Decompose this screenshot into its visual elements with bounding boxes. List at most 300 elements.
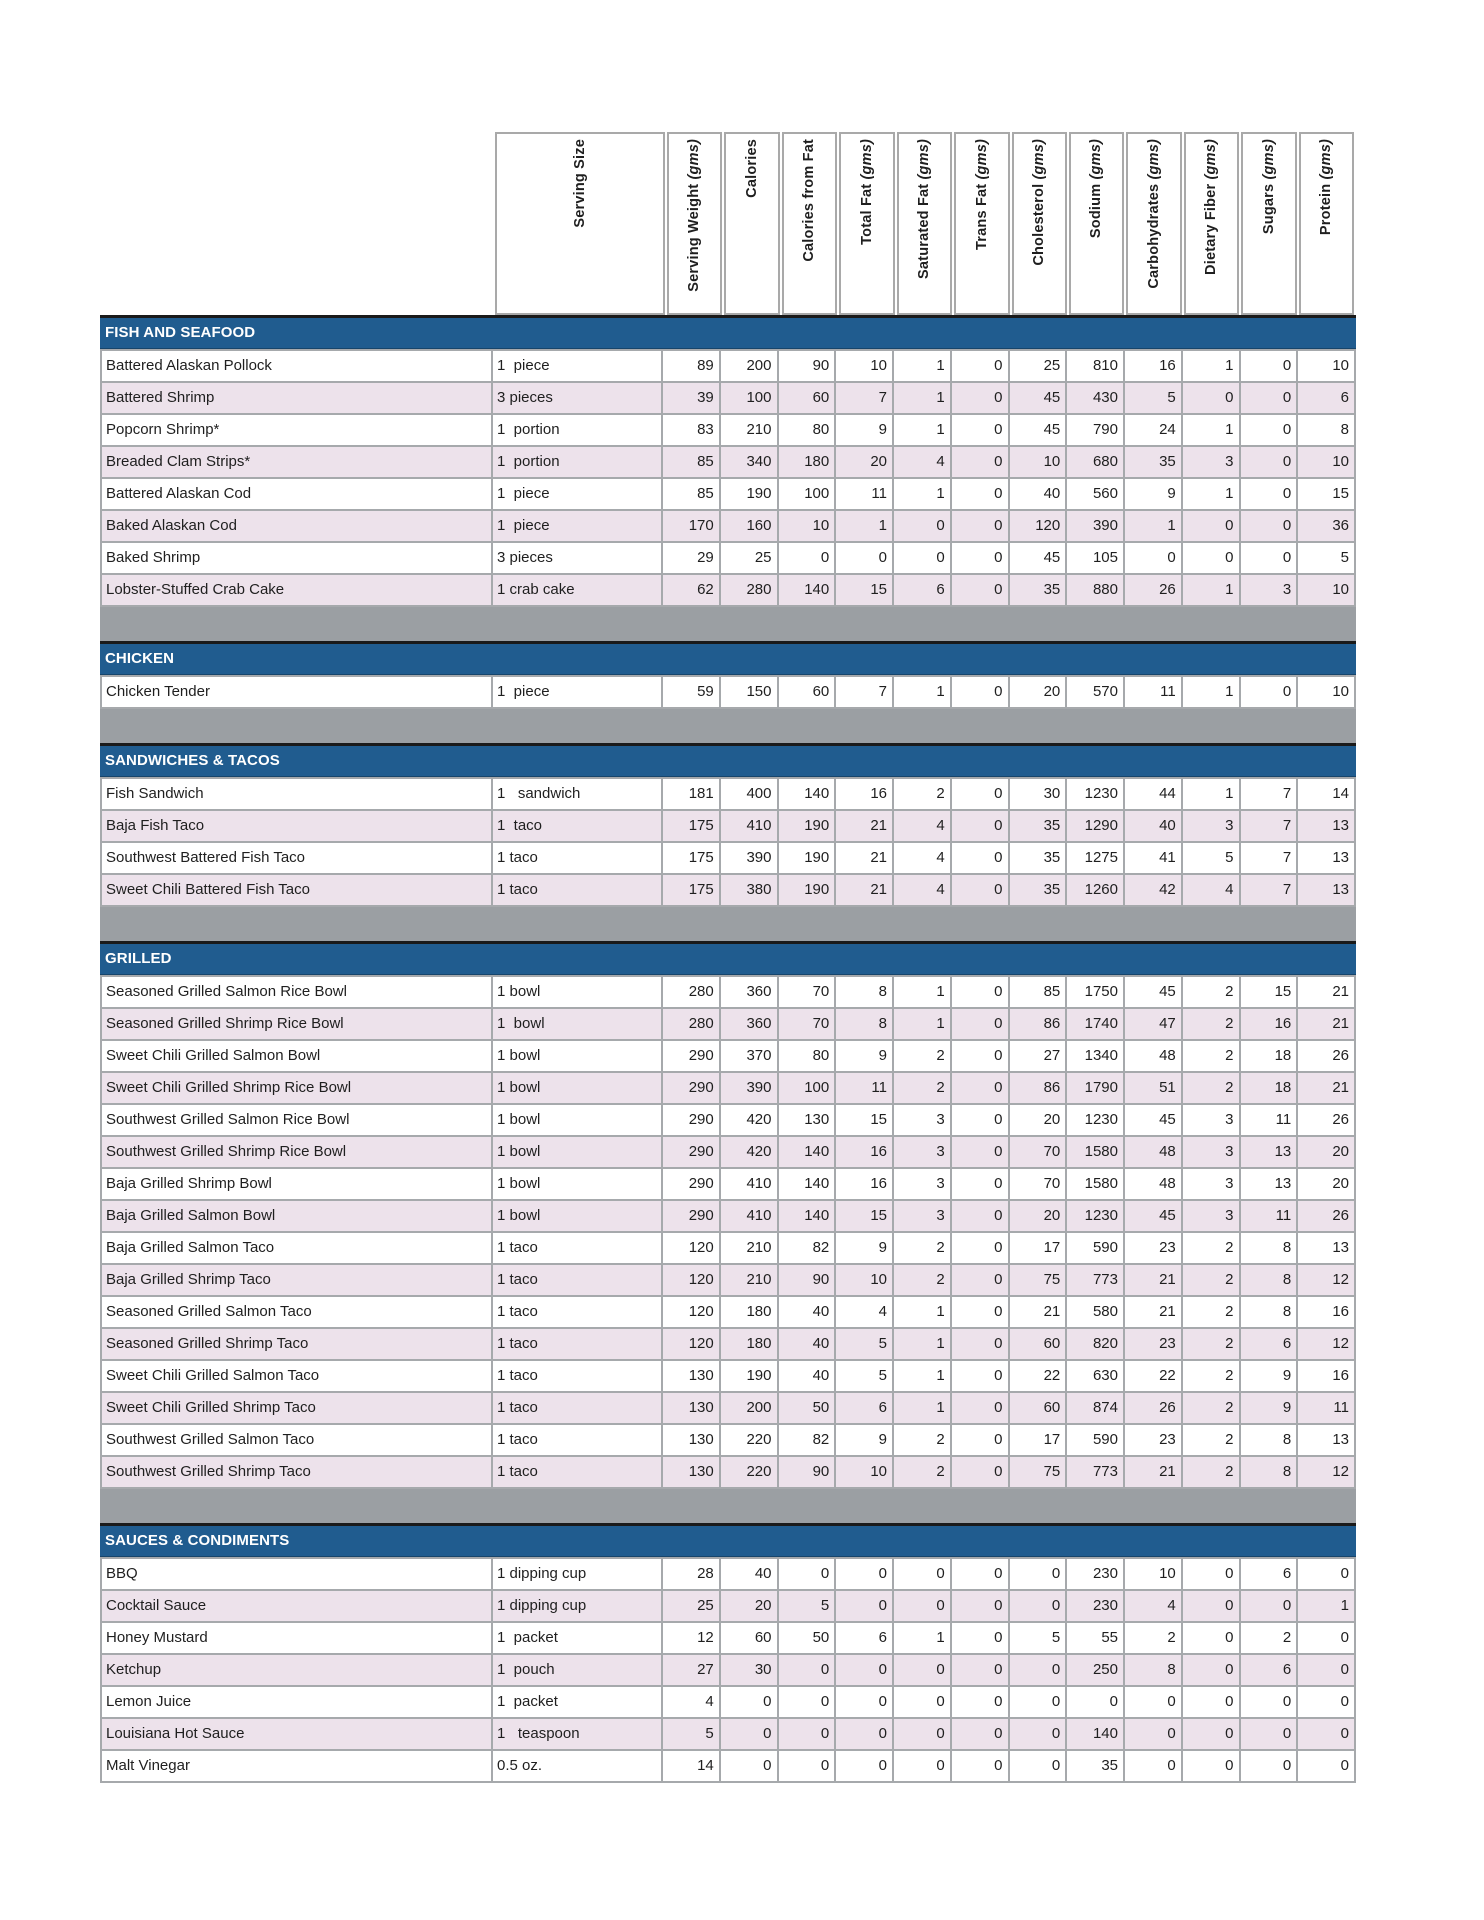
value-cell: 0	[721, 1687, 777, 1717]
value-cell: 10	[1298, 575, 1354, 605]
section-rows	[100, 1557, 1356, 1783]
value-cell: 16	[1298, 1361, 1354, 1391]
value-cell: 0	[1183, 383, 1239, 413]
value-cell: 1	[894, 1297, 950, 1327]
value-cell: 0	[952, 1719, 1008, 1749]
value-cell: 70	[1010, 1169, 1066, 1199]
serving-size-cell: 1 crab cake	[493, 575, 661, 605]
value-cell: 7	[836, 677, 892, 707]
column-header-label: Serving Weight (gms)	[686, 139, 703, 292]
item-name-cell: Lemon Juice	[102, 1687, 491, 1717]
value-cell: 1	[1183, 575, 1239, 605]
value-cell: 1260	[1067, 875, 1123, 905]
value-cell: 290	[663, 1169, 719, 1199]
value-cell: 15	[836, 1201, 892, 1231]
value-cell: 0	[1241, 677, 1297, 707]
value-cell: 1	[894, 1623, 950, 1653]
serving-size-cell: 1 bowl	[493, 1073, 661, 1103]
serving-size-cell: 1 piece	[493, 351, 661, 381]
value-cell: 4	[894, 811, 950, 841]
value-cell: 45	[1125, 977, 1181, 1007]
value-cell: 105	[1067, 543, 1123, 573]
value-cell: 0	[1298, 1559, 1354, 1589]
value-cell: 400	[721, 779, 777, 809]
value-cell: 3	[894, 1137, 950, 1167]
value-cell: 0	[952, 1393, 1008, 1423]
value-cell: 3	[1241, 575, 1297, 605]
value-cell: 7	[1241, 843, 1297, 873]
value-cell: 0	[1183, 1719, 1239, 1749]
value-cell: 3	[1183, 1201, 1239, 1231]
section-spacer	[100, 1489, 1356, 1523]
column-header-sugars	[1241, 132, 1296, 315]
column-header-protein	[1299, 132, 1354, 315]
value-cell: 0	[1010, 1559, 1066, 1589]
value-cell: 0	[1298, 1623, 1354, 1653]
value-cell: 150	[721, 677, 777, 707]
item-name-cell: Seasoned Grilled Shrimp Rice Bowl	[102, 1009, 491, 1039]
value-cell: 40	[721, 1559, 777, 1589]
value-cell: 0	[1010, 1655, 1066, 1685]
value-cell: 190	[779, 875, 835, 905]
table-row	[102, 543, 1354, 573]
value-cell: 14	[1298, 779, 1354, 809]
value-cell: 210	[721, 1233, 777, 1263]
column-header-label: Cholesterol (gms)	[1030, 139, 1047, 266]
value-cell: 160	[721, 511, 777, 541]
value-cell: 290	[663, 1105, 719, 1135]
item-name-cell: BBQ	[102, 1559, 491, 1589]
serving-size-cell: 1 pouch	[493, 1655, 661, 1685]
value-cell: 0	[1010, 1591, 1066, 1621]
value-cell: 0	[952, 1655, 1008, 1685]
value-cell: 21	[1298, 977, 1354, 1007]
table-row	[102, 575, 1354, 605]
value-cell: 3	[894, 1201, 950, 1231]
value-cell: 29	[663, 543, 719, 573]
value-cell: 20	[1298, 1169, 1354, 1199]
value-cell: 0	[836, 1751, 892, 1781]
value-cell: 420	[721, 1105, 777, 1135]
value-cell: 13	[1298, 1233, 1354, 1263]
value-cell: 2	[1183, 1265, 1239, 1295]
value-cell: 11	[1298, 1393, 1354, 1423]
value-cell: 0	[1010, 1751, 1066, 1781]
value-cell: 18	[1241, 1041, 1297, 1071]
value-cell: 0	[952, 1623, 1008, 1653]
value-cell: 4	[1183, 875, 1239, 905]
value-cell: 0	[1298, 1751, 1354, 1781]
value-cell: 390	[721, 843, 777, 873]
value-cell: 0	[952, 1457, 1008, 1487]
serving-size-cell: 0.5 oz.	[493, 1751, 661, 1781]
value-cell: 190	[721, 479, 777, 509]
value-cell: 140	[1067, 1719, 1123, 1749]
item-name-cell: Seasoned Grilled Shrimp Taco	[102, 1329, 491, 1359]
value-cell: 6	[1241, 1329, 1297, 1359]
value-cell: 26	[1298, 1105, 1354, 1135]
value-cell: 28	[663, 1559, 719, 1589]
value-cell: 8	[1298, 415, 1354, 445]
serving-size-cell: 1 taco	[493, 1361, 661, 1391]
value-cell: 180	[779, 447, 835, 477]
value-cell: 0	[1298, 1655, 1354, 1685]
table-row	[102, 1329, 1354, 1359]
item-name-cell: Baja Grilled Salmon Taco	[102, 1233, 491, 1263]
value-cell: 0	[952, 1425, 1008, 1455]
value-cell: 290	[663, 1073, 719, 1103]
serving-size-cell: 1 dipping cup	[493, 1559, 661, 1589]
item-name-column-header-blank	[102, 132, 493, 315]
value-cell: 0	[894, 1655, 950, 1685]
serving-size-cell: 1 taco	[493, 1329, 661, 1359]
value-cell: 85	[663, 479, 719, 509]
item-name-cell: Popcorn Shrimp*	[102, 415, 491, 445]
value-cell: 0	[779, 1655, 835, 1685]
table-row	[102, 1559, 1354, 1589]
value-cell: 62	[663, 575, 719, 605]
value-cell: 90	[779, 1457, 835, 1487]
value-cell: 11	[1241, 1105, 1297, 1135]
value-cell: 360	[721, 977, 777, 1007]
value-cell: 0	[836, 1655, 892, 1685]
value-cell: 6	[894, 575, 950, 605]
value-cell: 430	[1067, 383, 1123, 413]
column-header-label: Carbohydrates (gms)	[1145, 139, 1162, 289]
value-cell: 0	[1241, 1719, 1297, 1749]
value-cell: 45	[1125, 1105, 1181, 1135]
serving-size-cell: 1 bowl	[493, 977, 661, 1007]
value-cell: 85	[663, 447, 719, 477]
value-cell: 0	[952, 447, 1008, 477]
value-cell: 4	[836, 1297, 892, 1327]
value-cell: 100	[779, 1073, 835, 1103]
item-name-cell: Southwest Grilled Shrimp Rice Bowl	[102, 1137, 491, 1167]
value-cell: 180	[721, 1297, 777, 1327]
value-cell: 60	[721, 1623, 777, 1653]
value-cell: 773	[1067, 1457, 1123, 1487]
value-cell: 1	[894, 977, 950, 1007]
table-row	[102, 843, 1354, 873]
column-header-label: Saturated Fat (gms)	[916, 139, 933, 279]
serving-size-cell: 1 teaspoon	[493, 1719, 661, 1749]
column-header-label: Protein (gms)	[1318, 139, 1335, 236]
item-name-cell: Southwest Grilled Salmon Rice Bowl	[102, 1105, 491, 1135]
value-cell: 0	[952, 1201, 1008, 1231]
value-cell: 20	[1298, 1137, 1354, 1167]
value-cell: 0	[1241, 447, 1297, 477]
item-name-cell: Baked Shrimp	[102, 543, 491, 573]
table-row	[102, 511, 1354, 541]
value-cell: 70	[779, 1009, 835, 1039]
table-row	[102, 1393, 1354, 1423]
item-name-cell: Sweet Chili Grilled Salmon Bowl	[102, 1041, 491, 1071]
value-cell: 0	[894, 1559, 950, 1589]
value-cell: 0	[952, 1105, 1008, 1135]
value-cell: 210	[721, 1265, 777, 1295]
value-cell: 26	[1298, 1201, 1354, 1231]
value-cell: 3	[1183, 1137, 1239, 1167]
value-cell: 51	[1125, 1073, 1181, 1103]
column-header-serving-size	[495, 132, 665, 315]
value-cell: 23	[1125, 1425, 1181, 1455]
table-row	[102, 1687, 1354, 1717]
value-cell: 0	[952, 843, 1008, 873]
value-cell: 680	[1067, 447, 1123, 477]
column-header-sodium	[1069, 132, 1124, 315]
column-header-label: Serving Size	[571, 139, 588, 228]
value-cell: 16	[1125, 351, 1181, 381]
table-row	[102, 1137, 1354, 1167]
value-cell: 21	[836, 811, 892, 841]
value-cell: 13	[1298, 843, 1354, 873]
value-cell: 0	[952, 1591, 1008, 1621]
menu-section	[100, 641, 1356, 709]
value-cell: 4	[894, 875, 950, 905]
value-cell: 560	[1067, 479, 1123, 509]
table-row	[102, 1233, 1354, 1263]
value-cell: 16	[836, 1137, 892, 1167]
value-cell: 60	[1010, 1329, 1066, 1359]
value-cell: 15	[836, 575, 892, 605]
serving-size-cell: 1 piece	[493, 677, 661, 707]
item-name-cell: Seasoned Grilled Salmon Taco	[102, 1297, 491, 1327]
value-cell: 2	[1183, 1361, 1239, 1391]
value-cell: 2	[1183, 1329, 1239, 1359]
value-cell: 340	[721, 447, 777, 477]
value-cell: 0	[1241, 543, 1297, 573]
value-cell: 0	[952, 511, 1008, 541]
value-cell: 8	[1241, 1265, 1297, 1295]
value-cell: 11	[1241, 1201, 1297, 1231]
table-row	[102, 1073, 1354, 1103]
table-row	[102, 1425, 1354, 1455]
value-cell: 180	[721, 1329, 777, 1359]
value-cell: 1	[1183, 479, 1239, 509]
value-cell: 3	[1183, 447, 1239, 477]
value-cell: 27	[663, 1655, 719, 1685]
item-name-cell: Baja Grilled Shrimp Bowl	[102, 1169, 491, 1199]
column-header-row	[100, 132, 1356, 315]
value-cell: 120	[1010, 511, 1066, 541]
value-cell: 790	[1067, 415, 1123, 445]
table-row	[102, 1105, 1354, 1135]
value-cell: 2	[1183, 1457, 1239, 1487]
value-cell: 42	[1125, 875, 1181, 905]
value-cell: 0	[952, 779, 1008, 809]
value-cell: 0	[952, 1137, 1008, 1167]
value-cell: 13	[1241, 1169, 1297, 1199]
value-cell: 10	[1298, 351, 1354, 381]
value-cell: 0	[952, 1687, 1008, 1717]
section-header-grilled: GRILLED	[100, 941, 1356, 975]
value-cell: 190	[779, 843, 835, 873]
table-row	[102, 677, 1354, 707]
value-cell: 2	[1183, 1393, 1239, 1423]
value-cell: 17	[1010, 1425, 1066, 1455]
section-header-fish-and-seafood: FISH AND SEAFOOD	[100, 315, 1356, 349]
value-cell: 6	[1298, 383, 1354, 413]
section-rows	[100, 349, 1356, 607]
value-cell: 1	[894, 351, 950, 381]
table-row	[102, 1297, 1354, 1327]
value-cell: 181	[663, 779, 719, 809]
item-name-cell: Chicken Tender	[102, 677, 491, 707]
serving-size-cell: 1 taco	[493, 875, 661, 905]
value-cell: 0	[952, 1297, 1008, 1327]
value-cell: 1	[894, 383, 950, 413]
value-cell: 0	[952, 1009, 1008, 1039]
value-cell: 0	[952, 1559, 1008, 1589]
item-name-cell: Southwest Grilled Salmon Taco	[102, 1425, 491, 1455]
value-cell: 7	[836, 383, 892, 413]
value-cell: 1	[894, 1361, 950, 1391]
value-cell: 13	[1298, 811, 1354, 841]
value-cell: 1	[1183, 779, 1239, 809]
column-header-label: Trans Fat (gms)	[973, 139, 990, 250]
value-cell: 1	[894, 677, 950, 707]
value-cell: 60	[1010, 1393, 1066, 1423]
value-cell: 20	[1010, 1201, 1066, 1231]
value-cell: 410	[721, 1169, 777, 1199]
value-cell: 89	[663, 351, 719, 381]
value-cell: 0	[952, 1041, 1008, 1071]
serving-size-cell: 1 taco	[493, 1457, 661, 1487]
value-cell: 10	[1298, 447, 1354, 477]
value-cell: 21	[1298, 1009, 1354, 1039]
value-cell: 48	[1125, 1041, 1181, 1071]
value-cell: 0	[1298, 1719, 1354, 1749]
table-row	[102, 351, 1354, 381]
value-cell: 4	[663, 1687, 719, 1717]
value-cell: 17	[1010, 1233, 1066, 1263]
value-cell: 50	[779, 1393, 835, 1423]
section-rows	[100, 975, 1356, 1489]
value-cell: 280	[663, 977, 719, 1007]
value-cell: 5	[1125, 383, 1181, 413]
value-cell: 13	[1241, 1137, 1297, 1167]
value-cell: 0	[1183, 1655, 1239, 1685]
serving-size-cell: 1 portion	[493, 447, 661, 477]
value-cell: 0	[952, 543, 1008, 573]
serving-size-cell: 1 bowl	[493, 1201, 661, 1231]
value-cell: 140	[779, 1169, 835, 1199]
value-cell: 9	[836, 1425, 892, 1455]
table-row	[102, 447, 1354, 477]
value-cell: 120	[663, 1297, 719, 1327]
table-row	[102, 977, 1354, 1007]
value-cell: 130	[663, 1393, 719, 1423]
value-cell: 40	[1125, 811, 1181, 841]
value-cell: 130	[663, 1361, 719, 1391]
value-cell: 1	[1183, 351, 1239, 381]
item-name-cell: Baja Grilled Salmon Bowl	[102, 1201, 491, 1231]
value-cell: 0	[1241, 1687, 1297, 1717]
value-cell: 2	[1183, 1297, 1239, 1327]
value-cell: 35	[1010, 875, 1066, 905]
value-cell: 75	[1010, 1265, 1066, 1295]
serving-size-cell: 1 bowl	[493, 1105, 661, 1135]
value-cell: 175	[663, 843, 719, 873]
value-cell: 1230	[1067, 1201, 1123, 1231]
value-cell: 0	[894, 1751, 950, 1781]
value-cell: 0	[1241, 511, 1297, 541]
table-sections	[100, 315, 1356, 1783]
value-cell: 0	[1241, 1591, 1297, 1621]
menu-section	[100, 315, 1356, 607]
value-cell: 4	[894, 447, 950, 477]
value-cell: 810	[1067, 351, 1123, 381]
value-cell: 5	[1298, 543, 1354, 573]
value-cell: 570	[1067, 677, 1123, 707]
value-cell: 35	[1010, 575, 1066, 605]
value-cell: 22	[1125, 1361, 1181, 1391]
value-cell: 47	[1125, 1009, 1181, 1039]
value-cell: 175	[663, 875, 719, 905]
value-cell: 24	[1125, 415, 1181, 445]
value-cell: 0	[1241, 479, 1297, 509]
value-cell: 5	[663, 1719, 719, 1749]
value-cell: 0	[952, 351, 1008, 381]
value-cell: 2	[1183, 1041, 1239, 1071]
value-cell: 0	[1183, 511, 1239, 541]
serving-size-cell: 3 pieces	[493, 383, 661, 413]
value-cell: 2	[1125, 1623, 1181, 1653]
value-cell: 5	[836, 1329, 892, 1359]
value-cell: 4	[894, 843, 950, 873]
value-cell: 8	[1241, 1457, 1297, 1487]
value-cell: 0	[1241, 351, 1297, 381]
item-name-cell: Battered Alaskan Cod	[102, 479, 491, 509]
value-cell: 2	[1183, 1009, 1239, 1039]
value-cell: 70	[1010, 1137, 1066, 1167]
value-cell: 0	[721, 1719, 777, 1749]
value-cell: 1	[894, 415, 950, 445]
value-cell: 1790	[1067, 1073, 1123, 1103]
serving-size-cell: 1 dipping cup	[493, 1591, 661, 1621]
value-cell: 20	[1010, 1105, 1066, 1135]
value-cell: 20	[836, 447, 892, 477]
serving-size-cell: 1 bowl	[493, 1009, 661, 1039]
value-cell: 130	[663, 1425, 719, 1455]
value-cell: 0	[1183, 1623, 1239, 1653]
value-cell: 140	[779, 1137, 835, 1167]
value-cell: 35	[1010, 811, 1066, 841]
value-cell: 6	[836, 1623, 892, 1653]
value-cell: 1740	[1067, 1009, 1123, 1039]
section-rows	[100, 675, 1356, 709]
serving-size-cell: 1 taco	[493, 1265, 661, 1295]
value-cell: 35	[1010, 843, 1066, 873]
value-cell: 2	[894, 1425, 950, 1455]
value-cell: 0	[779, 1687, 835, 1717]
value-cell: 100	[721, 383, 777, 413]
column-header-trans-fat	[954, 132, 1009, 315]
value-cell: 16	[1241, 1009, 1297, 1039]
value-cell: 0	[1241, 383, 1297, 413]
item-name-cell: Baja Grilled Shrimp Taco	[102, 1265, 491, 1295]
value-cell: 120	[663, 1233, 719, 1263]
value-cell: 7	[1241, 811, 1297, 841]
value-cell: 18	[1241, 1073, 1297, 1103]
value-cell: 5	[836, 1361, 892, 1391]
value-cell: 21	[836, 875, 892, 905]
value-cell: 21	[1125, 1297, 1181, 1327]
serving-size-cell: 1 piece	[493, 479, 661, 509]
value-cell: 8	[1241, 1297, 1297, 1327]
value-cell: 190	[721, 1361, 777, 1391]
value-cell: 21	[1125, 1457, 1181, 1487]
